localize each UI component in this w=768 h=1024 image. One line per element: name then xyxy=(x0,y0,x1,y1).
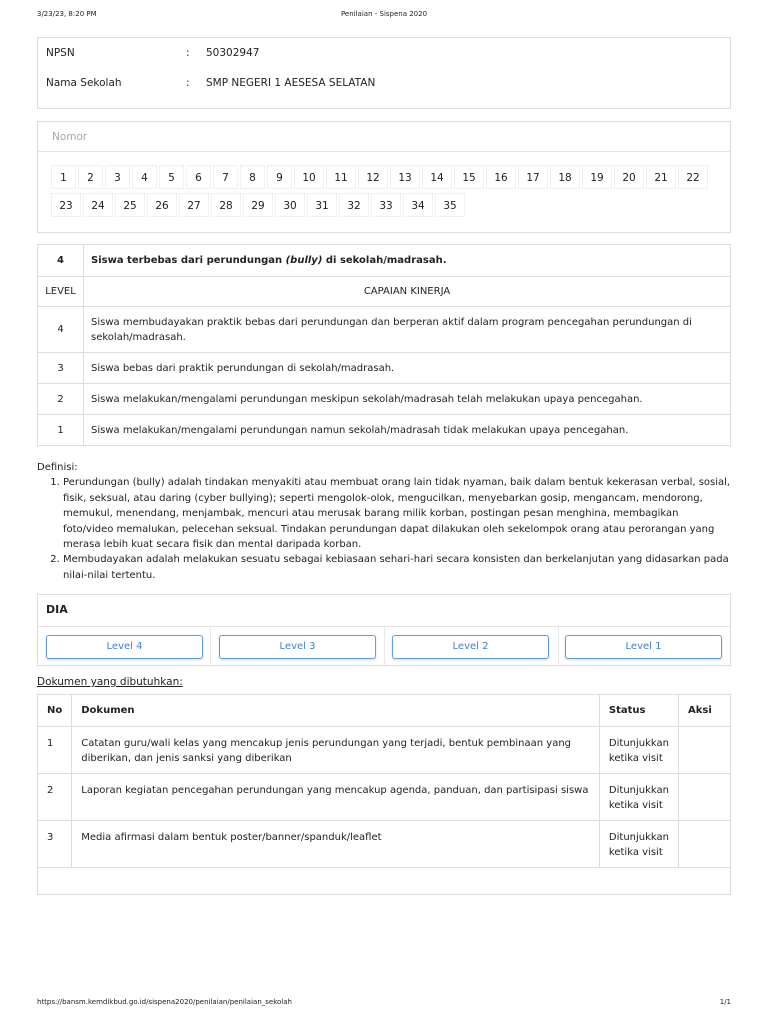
nomor-grid xyxy=(51,165,721,221)
nomor-button-33[interactable]: 33 xyxy=(371,193,401,217)
criterion-table xyxy=(37,244,731,446)
level-3-button[interactable]: Level 3 xyxy=(219,635,376,659)
npsn-colon: : xyxy=(186,47,190,59)
doc-action xyxy=(679,727,731,774)
nomor-button-23[interactable]: 23 xyxy=(51,193,81,217)
nomor-button-29[interactable]: 29 xyxy=(243,193,273,217)
nomor-button-19[interactable]: 19 xyxy=(582,165,612,189)
nomor-button-1[interactable]: 1 xyxy=(51,165,76,189)
nomor-button-20[interactable]: 20 xyxy=(614,165,644,189)
criterion-title-pre: Siswa terbebas dari perundungan xyxy=(91,255,286,266)
level-row xyxy=(38,384,731,415)
definition-item: 1. Perundungan (bully) adalah tindakan menyakiti atau membuat orang lain tidak nyaman, baik dalam bentuk kekerasan verbal, sosial, fisik, seksual, atau daring (cyber bullying); seperti mengolok-olok, mengucilkan, menyebarkan gosip, mengancam, mendorong, memukul, menendang, menjambak, mencuri atau merusak barang milik korban, postingan pesan menghina, membagikan foto/video memalukan, pelecehan seksual. Tindakan perundungan dapat dilakukan oleh sekelompok orang atau perorangan yang merasa lebih kuat secara fisik dan mental daripada korban. xyxy=(63,475,731,552)
level-2-button[interactable]: Level 2 xyxy=(392,635,549,659)
dia-level-buttons xyxy=(46,635,722,659)
definitions-list xyxy=(37,475,731,583)
print-title: Penilaian - Sispena 2020 xyxy=(340,10,428,18)
npsn-value: 50302947 xyxy=(206,47,260,59)
doc-description: Media afirmasi dalam bentuk poster/banner/spanduk/leaflet xyxy=(72,821,600,868)
nomor-button-18[interactable]: 18 xyxy=(550,165,580,189)
col-capaian-header: CAPAIAN KINERJA xyxy=(84,277,731,307)
nomor-button-32[interactable]: 32 xyxy=(339,193,369,217)
doc-no: 1 xyxy=(38,727,72,774)
criterion-title-post: di sekolah/madrasah. xyxy=(322,255,447,266)
nomor-button-34[interactable]: 34 xyxy=(403,193,433,217)
school-name-value: SMP NEGERI 1 AESESA SELATAN xyxy=(206,77,376,89)
nomor-button-25[interactable]: 25 xyxy=(115,193,145,217)
dia-label: DIA xyxy=(38,595,730,627)
col-dokumen-header: Dokumen xyxy=(72,695,600,727)
print-header xyxy=(37,10,731,22)
table-footer-row xyxy=(38,868,731,895)
level-row xyxy=(38,307,731,353)
col-status-header: Status xyxy=(599,695,678,727)
table-row xyxy=(38,774,731,821)
level-4-button[interactable]: Level 4 xyxy=(46,635,203,659)
school-info-card xyxy=(37,37,731,109)
level-number: 3 xyxy=(38,353,84,384)
definition-item: 2. Membudayakan adalah melakukan sesuatu sebagai kebiasaan sehari-hari secara konsisten dan berkelanjutan yang didasarkan pada nilai-nilai tertentu. xyxy=(63,552,731,583)
level-description: Siswa membudayakan praktik bebas dari perundungan dan berperan aktif dalam program pencegahan perundungan di sekolah/madrasah. xyxy=(84,307,731,353)
level-row xyxy=(38,415,731,446)
doc-status: Ditunjukkan ketika visit xyxy=(599,727,678,774)
nomor-button-2[interactable]: 2 xyxy=(78,165,103,189)
nomor-button-5[interactable]: 5 xyxy=(159,165,184,189)
col-aksi-header: Aksi xyxy=(679,695,731,727)
doc-no: 2 xyxy=(38,774,72,821)
table-footer-cell xyxy=(38,868,731,895)
criterion-column-headers xyxy=(38,277,731,307)
level-description: Siswa bebas dari praktik perundungan di sekolah/madrasah. xyxy=(84,353,731,384)
criterion-header-row xyxy=(38,245,731,277)
nomor-button-3[interactable]: 3 xyxy=(105,165,130,189)
doc-action xyxy=(679,774,731,821)
nomor-button-22[interactable]: 22 xyxy=(678,165,708,189)
dia-card xyxy=(37,594,731,666)
criterion-title xyxy=(84,245,731,277)
level-number: 1 xyxy=(38,415,84,446)
nomor-label: Nomor xyxy=(38,122,730,152)
criterion-title-em: (bully) xyxy=(285,255,323,266)
doc-status: Ditunjukkan ketika visit xyxy=(599,774,678,821)
nomor-button-14[interactable]: 14 xyxy=(422,165,452,189)
level-description: Siswa melakukan/mengalami perundungan meskipun sekolah/madrasah telah melakukan upaya pencegahan. xyxy=(84,384,731,415)
nomor-button-4[interactable]: 4 xyxy=(132,165,157,189)
nomor-button-15[interactable]: 15 xyxy=(454,165,484,189)
nomor-button-21[interactable]: 21 xyxy=(646,165,676,189)
definitions-label: Definisi: xyxy=(37,462,78,473)
level-row xyxy=(38,353,731,384)
nomor-button-6[interactable]: 6 xyxy=(186,165,211,189)
nomor-button-31[interactable]: 31 xyxy=(307,193,337,217)
documents-header-row xyxy=(38,695,731,727)
level-number: 4 xyxy=(38,307,84,353)
nomor-card xyxy=(37,121,731,233)
col-no-header: No xyxy=(38,695,72,727)
table-row xyxy=(38,821,731,868)
col-level-header: LEVEL xyxy=(38,277,84,307)
nomor-button-16[interactable]: 16 xyxy=(486,165,516,189)
level-number: 2 xyxy=(38,384,84,415)
nomor-button-28[interactable]: 28 xyxy=(211,193,241,217)
criterion-number: 4 xyxy=(38,245,84,277)
nomor-button-12[interactable]: 12 xyxy=(358,165,388,189)
print-footer xyxy=(37,998,731,1010)
nomor-button-30[interactable]: 30 xyxy=(275,193,305,217)
documents-label: Dokumen yang dibutuhkan: xyxy=(37,676,183,688)
npsn-row xyxy=(38,42,730,64)
nomor-button-9[interactable]: 9 xyxy=(267,165,292,189)
nomor-button-8[interactable]: 8 xyxy=(240,165,265,189)
nomor-button-24[interactable]: 24 xyxy=(83,193,113,217)
print-url: https://bansm.kemdikbud.go.id/sispena2020/penilaian/penilaian_sekolah xyxy=(37,998,292,1006)
nomor-button-17[interactable]: 17 xyxy=(518,165,548,189)
doc-no: 3 xyxy=(38,821,72,868)
doc-status: Ditunjukkan ketika visit xyxy=(599,821,678,868)
documents-table xyxy=(37,694,731,895)
nomor-button-27[interactable]: 27 xyxy=(179,193,209,217)
doc-action xyxy=(679,821,731,868)
level-description: Siswa melakukan/mengalami perundungan namun sekolah/madrasah tidak melakukan upaya pencegahan. xyxy=(84,415,731,446)
school-name-colon: : xyxy=(186,77,190,89)
nomor-button-7[interactable]: 7 xyxy=(213,165,238,189)
table-row xyxy=(38,727,731,774)
nomor-button-26[interactable]: 26 xyxy=(147,193,177,217)
school-name-label: Nama Sekolah xyxy=(46,77,122,89)
definitions xyxy=(37,460,731,583)
npsn-label: NPSN xyxy=(46,47,75,59)
print-page-number: 1/1 xyxy=(719,998,731,1006)
doc-description: Catatan guru/wali kelas yang mencakup jenis perundungan yang terjadi, bentuk pembinaan yang diberikan, dan jenis sanksi yang diberikan xyxy=(72,727,600,774)
level-1-button[interactable]: Level 1 xyxy=(565,635,722,659)
nomor-button-13[interactable]: 13 xyxy=(390,165,420,189)
nomor-button-35[interactable]: 35 xyxy=(435,193,465,217)
nomor-button-10[interactable]: 10 xyxy=(294,165,324,189)
nomor-button-11[interactable]: 11 xyxy=(326,165,356,189)
print-datetime: 3/23/23, 8:20 PM xyxy=(37,10,97,18)
doc-description: Laporan kegiatan pencegahan perundungan yang mencakup agenda, panduan, dan partisipasi siswa xyxy=(72,774,600,821)
school-name-row xyxy=(38,72,730,94)
